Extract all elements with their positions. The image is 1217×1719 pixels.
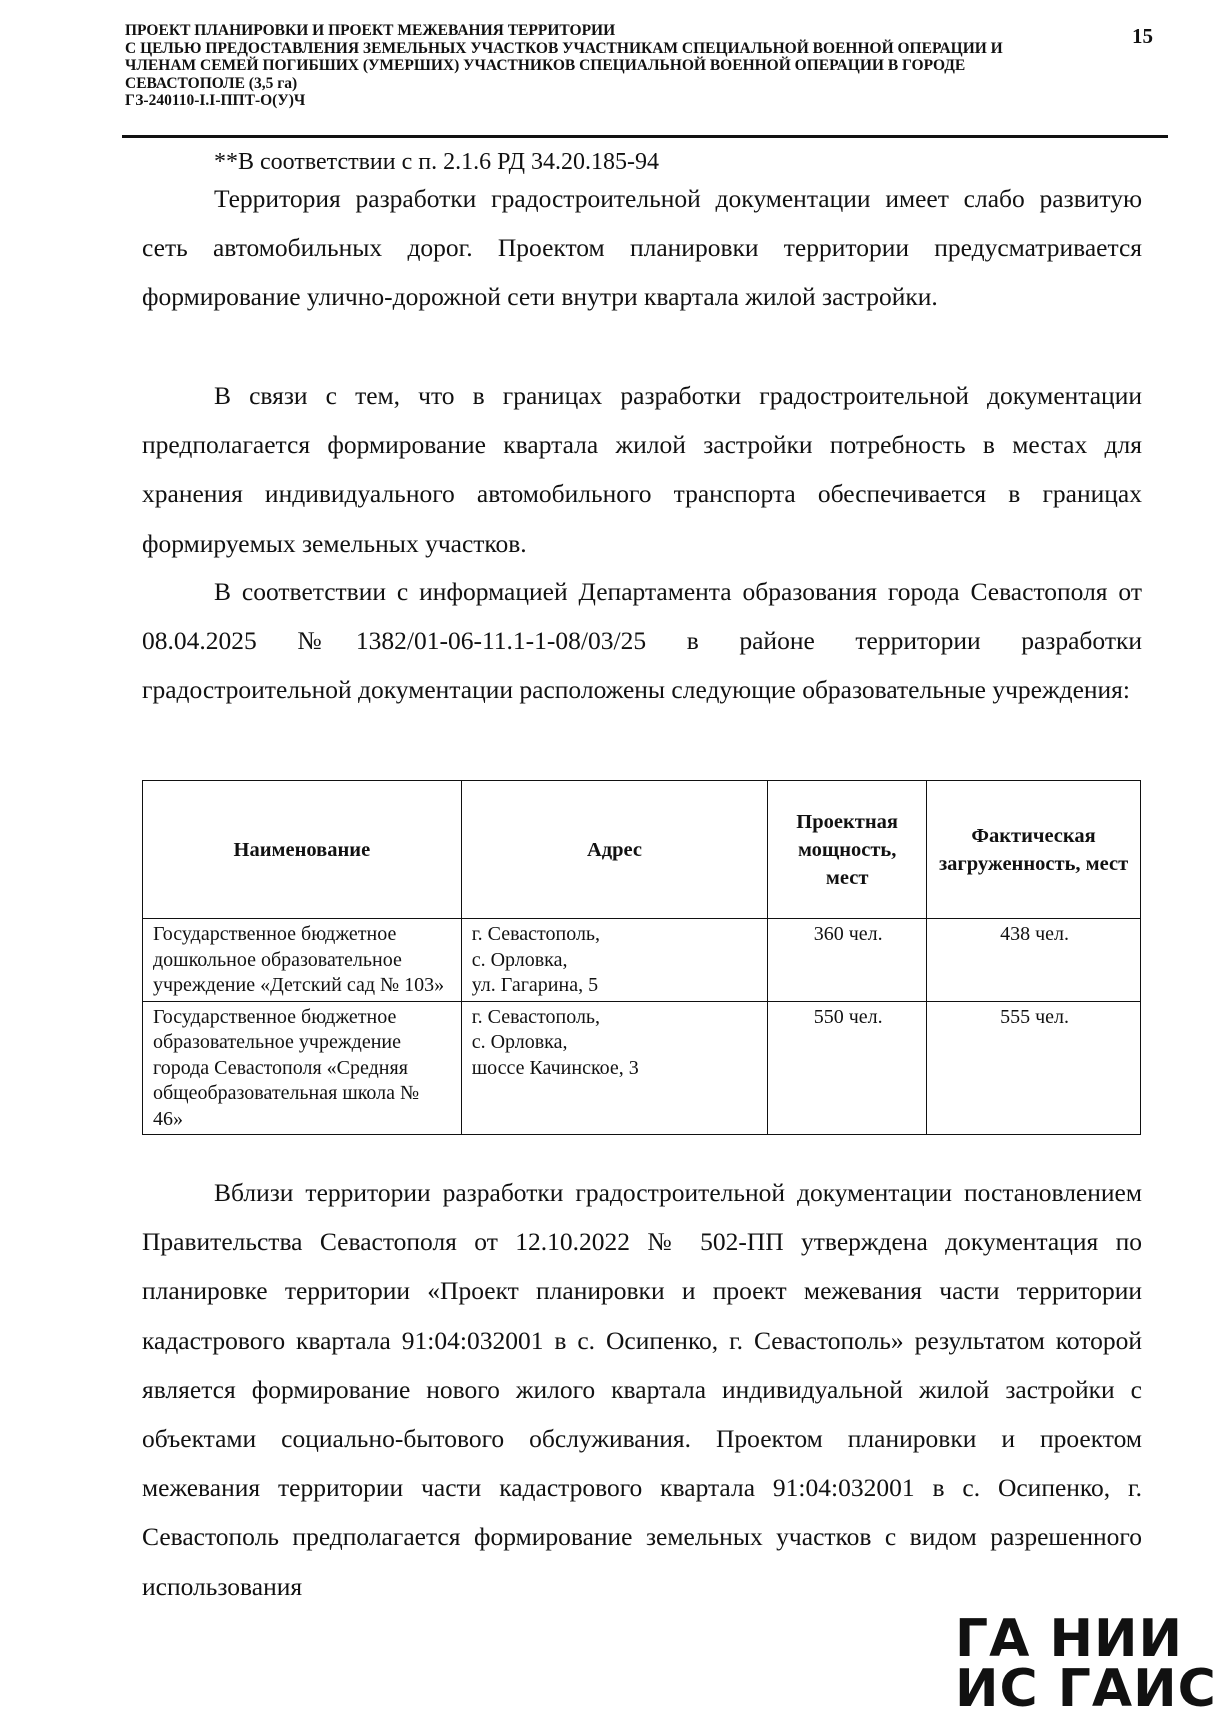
cell-load: 438 чел. — [927, 919, 1141, 1002]
header-line: СЕВАСТОПОЛЕ (3,5 га) — [125, 74, 298, 92]
column-header-load: Фактическая загруженность, мест — [927, 781, 1141, 919]
address-line: с. Орловка, — [471, 1031, 568, 1053]
paragraph-text: Вблизи территории разработки градостроительной документации постановлением Правительства Севастополя от 12.10.2022 № 502-ПП утверждена документация по планировке территории «Проект планировки и проект межевания части территории кадастрового квартала 91:04:032001 в с. Осипенко, г. Севастополь» результатом которой является формирование нового жилого квартала индивидуальной жилой застройки с объектами социально-бытового обслуживания. Проектом планировки и проектом межевания территории части кадастрового квартала 91:04:032001 в с. Осипенко, г. Севастополь предполагается формирование земельных участков с видом разрешенного использования — [142, 1178, 1142, 1601]
paragraph-neighbouring-project — [142, 1168, 1142, 1611]
address-line: г. Севастополь, — [471, 1005, 601, 1028]
table-header-row — [143, 781, 1141, 919]
address-line: шоссе Качинское, 3 — [471, 1056, 639, 1079]
cell-name: Государственное бюджетное дошкольное образовательное учреждение «Детский сад № 103» — [143, 919, 462, 1002]
paragraph-roads — [142, 174, 1142, 322]
column-header-name: Наименование — [143, 781, 462, 919]
page-number: 15 — [1132, 24, 1153, 48]
table-row — [143, 1001, 1141, 1135]
paragraph-parking — [142, 371, 1142, 568]
address-line: г. Севастополь, — [471, 923, 601, 945]
cell-capacity: 360 чел. — [768, 919, 927, 1002]
address-line: ул. Гагарина, 5 — [471, 974, 599, 996]
logo-text-bottom: ИС ГАИС — [955, 1659, 1217, 1719]
logo-text-top: ГА НИИ — [955, 1609, 1184, 1669]
cell-capacity: 550 чел. — [768, 1001, 927, 1135]
column-header-capacity: Проектная мощность, мест — [768, 781, 927, 919]
table-row — [143, 919, 1141, 1002]
paragraph-text: В соответствии с информацией Департамента образования города Севастополя от 08.04.2025 №1382/01-06-11.1-1-08/03/25 в районе территории разработки градостроительной документации расположены следующие образовательные учреждения: — [142, 577, 1142, 705]
header-line: ЧЛЕНАМ СЕМЕЙ ПОГИБШИХ (УМЕРШИХ) УЧАСТНИКОВ СПЕЦИАЛЬНОЙ ВОЕННОЙ ОПЕРАЦИИ В ГОРОДЕ — [125, 57, 966, 74]
paragraph-text: В связи с тем, что в границах разработки градостроительной документации предполагается формирование квартала жилой застройки потребность в местах для хранения индивидуального автомобильного транспорта обеспечивается в границах формируемых земельных участков. — [142, 381, 1142, 558]
footnote: **В соответствии с п. 2.1.6 РД 34.20.185-94 — [214, 149, 660, 175]
header-line: ГЗ-240110-I.I-ППТ-О(У)Ч — [125, 92, 306, 109]
cell-name: Государственное бюджетное образовательное учреждение города Севастополя «Средняя общеобразовательная школа № 46» — [143, 1001, 462, 1135]
cell-address — [461, 1001, 768, 1135]
header-divider — [122, 135, 1168, 138]
cell-address — [461, 919, 768, 1002]
document-header — [125, 22, 1055, 110]
education-table — [142, 780, 1141, 1135]
address-line: с. Орловка, — [471, 948, 568, 971]
header-line: ПРОЕКТ ПЛАНИРОВКИ И ПРОЕКТ МЕЖЕВАНИЯ ТЕРРИТОРИИ — [125, 22, 616, 39]
column-header-address: Адрес — [461, 781, 768, 919]
organization-logo — [955, 1609, 1217, 1719]
header-line: С ЦЕЛЬЮ ПРЕДОСТАВЛЕНИЯ ЗЕМЕЛЬНЫХ УЧАСТКОВ УЧАСТНИКАМ СПЕЦИАЛЬНОЙ ВОЕННОЙ ОПЕРАЦИИ И — [125, 39, 1003, 57]
cell-load: 555 чел. — [927, 1001, 1141, 1135]
paragraph-text: Территория разработки градостроительной документации имеет слабо развитую сеть автомобильных дорог. Проектом планировки территории предусматривается формирование улично-дорожной сети внутри квартала жилой застройки. — [142, 184, 1142, 312]
paragraph-education-info — [142, 567, 1142, 715]
